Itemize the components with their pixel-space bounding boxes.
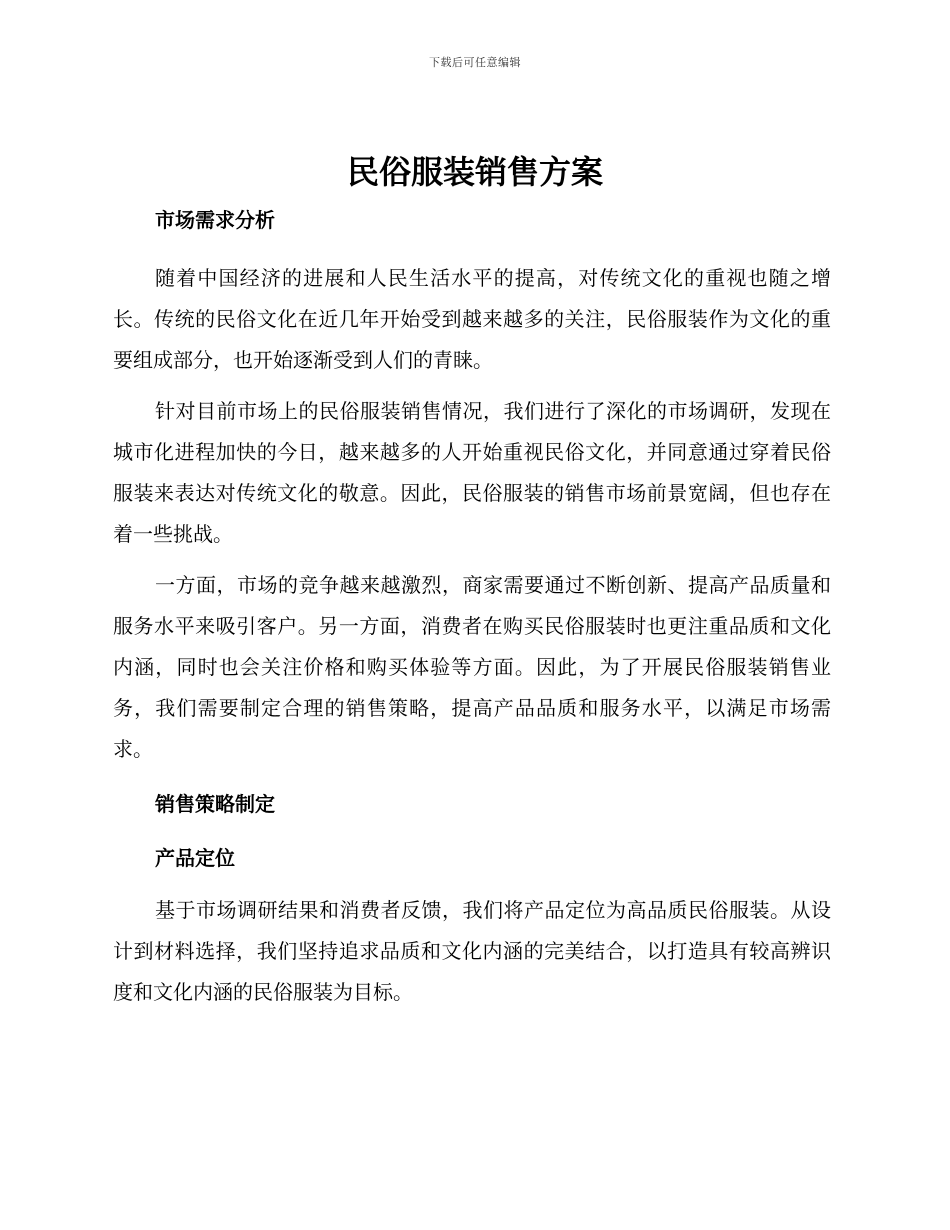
paragraph-market-3: 一方面，市场的竞争越来越激烈，商家需要通过不断创新、提高产品质量和服务水平来吸引客户。另一方面，消费者在购买民俗服装时也更注重品质和文化内涵，同时也会关注价格和购买体验等方面。因此，为了开展民俗服装销售业务，我们需要制定合理的销售策略，提高产品品质和服务水平，以满足市场需求。 <box>113 573 831 761</box>
page-header-note: 下载后可任意编辑 <box>429 56 521 69</box>
section-heading-product-positioning: 产品定位 <box>155 846 235 870</box>
document-body <box>113 204 831 1013</box>
paragraph-market-1: 随着中国经济的进展和人民生活水平的提高，对传统文化的重视也随之增长。传统的民俗文化在近几年开始受到越来越多的关注，民俗服装作为文化的重要组成部分，也开始逐渐受到人们的青睐。 <box>113 266 831 372</box>
paragraph-market-2: 针对目前市场上的民俗服装销售情况，我们进行了深化的市场调研，发现在城市化进程加快的今日，越来越多的人开始重视民俗文化，并同意通过穿着民俗服装来表达对传统文化的敬意。因此，民俗服装的销售市场前景宽阔，但也存在着一些挑战。 <box>113 399 831 546</box>
document-title: 民俗服装销售方案 <box>346 153 603 191</box>
paragraph-product-positioning: 基于市场调研结果和消费者反馈，我们将产品定位为高品质民俗服装。从设计到材料选择，我们坚持追求品质和文化内涵的完美结合，以打造具有较高辨识度和文化内涵的民俗服装为目标。 <box>113 898 831 1004</box>
section-heading-market-analysis: 市场需求分析 <box>155 208 275 232</box>
section-heading-sales-strategy: 销售策略制定 <box>155 792 275 816</box>
